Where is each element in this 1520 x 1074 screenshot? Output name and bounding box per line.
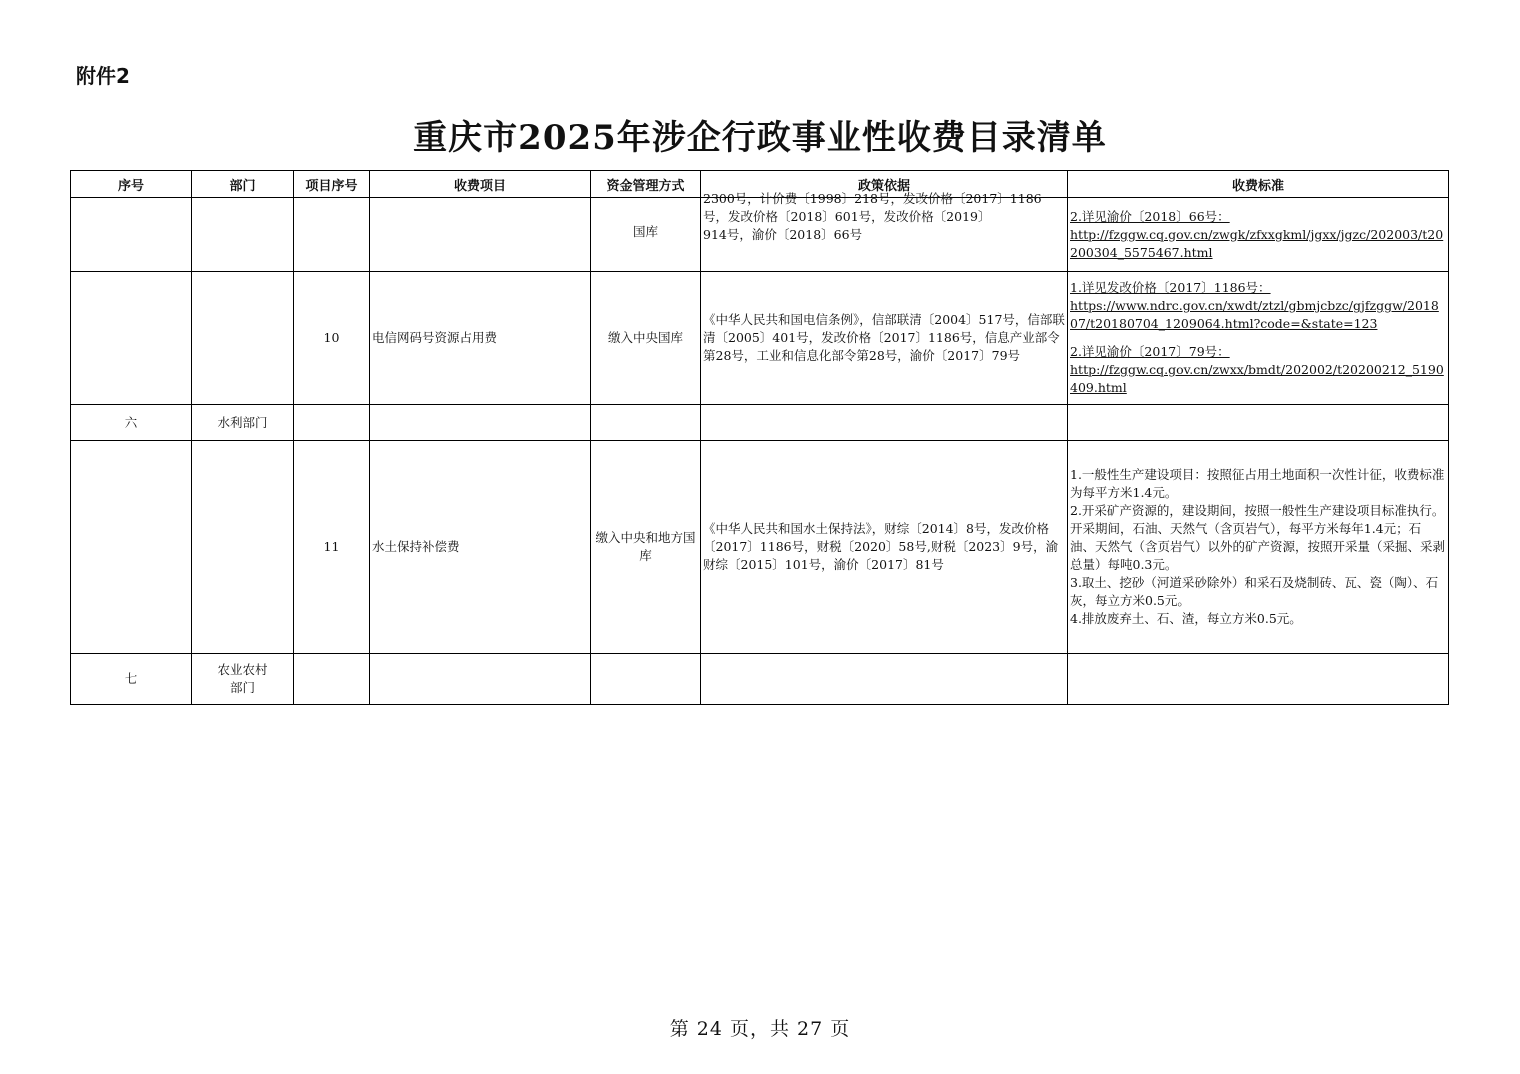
cell-item-no: 10 <box>294 272 370 405</box>
cell-standard <box>1068 405 1449 441</box>
basis-line: 2300号，计价费〔1998〕218号，发改价格〔2017〕1186 <box>703 190 1042 206</box>
cell-fund <box>591 198 701 272</box>
cell-dept <box>192 272 294 405</box>
col-header-fund: 资金管理方式 <box>591 171 701 198</box>
cell-seq: 六 <box>71 405 192 441</box>
cell-basis: 《中华人民共和国电信条例》，信部联清〔2004〕517号，信部联清〔2005〕401号，发改价格〔2017〕1186号，信息产业部令第28号，工业和信息化部令第28号，渝价〔2017〕79号 <box>701 272 1068 405</box>
col-header-item: 收费项目 <box>370 171 591 198</box>
attachment-label: 附件2 <box>76 64 130 88</box>
cell-standard <box>1068 198 1449 272</box>
col-header-item-no: 项目序号 <box>294 171 370 198</box>
col-header-standard: 收费标准 <box>1068 171 1449 198</box>
cell-fund <box>591 654 701 705</box>
cell-basis <box>701 405 1068 441</box>
cell-fund <box>591 405 701 441</box>
cell-standard <box>1068 654 1449 705</box>
cell-seq: 七 <box>71 654 192 705</box>
table-row <box>71 654 1449 705</box>
table-row <box>71 441 1449 654</box>
cell-standard <box>1068 272 1449 405</box>
page-footer: 第 24 页，共 27 页 <box>669 1018 851 1040</box>
fee-catalog-table <box>70 170 1449 705</box>
cell-item <box>370 654 591 705</box>
basis-line: 号，发改价格〔2018〕601号，发改价格〔2019〕 <box>703 208 991 224</box>
cell-fund: 缴入中央和地方国库 <box>591 441 701 654</box>
standard-text: 2.详见渝价〔2018〕66号： <box>1070 208 1230 224</box>
cell-basis <box>701 654 1068 705</box>
cell-item: 电信网码号资源占用费 <box>370 272 591 405</box>
cell-dept <box>192 654 294 705</box>
table-row <box>71 272 1449 405</box>
cell-standard <box>1068 441 1449 654</box>
cell-item-no <box>294 198 370 272</box>
standard-text: 2.详见渝价〔2017〕79号： <box>1070 344 1230 359</box>
cell-item-no <box>294 405 370 441</box>
table-row <box>71 198 1449 272</box>
cell-item-no <box>294 654 370 705</box>
col-header-seq: 序号 <box>71 171 192 198</box>
dept-text: 农业农村部门 <box>217 662 268 695</box>
cell-basis: 《中华人民共和国水土保持法》，财综〔2014〕8号，发改价格〔2017〕1186号，财税〔2020〕58号,财税〔2023〕9号，渝财综〔2015〕101号，渝价〔2017〕81号 <box>701 441 1068 654</box>
table-row <box>71 405 1449 441</box>
standard-link[interactable]: http://fzggw.cq.gov.cn/zwgk/zfxxgkml/jgxx/jgzc/202003/t20200304_5575467.html <box>1070 226 1444 260</box>
cell-dept: 水利部门 <box>192 405 294 441</box>
cell-item <box>370 198 591 272</box>
standard-line: 3.取土、挖砂（河道采砂除外）和采石及烧制砖、瓦、瓷（陶）、石灰，每立方米0.5元。 <box>1070 575 1439 608</box>
standard-line: 1.一般性生产建设项目：按照征占用土地面积一次性计征，收费标准为每平方米1.4元。 <box>1070 467 1445 500</box>
basis-line: 914号，渝价〔2018〕66号 <box>703 226 863 242</box>
fund-text: 国库 <box>632 223 658 239</box>
standard-link[interactable]: https://www.ndrc.gov.cn/xwdt/ztzl/gbmjcbzc/gjfzggw/201807/t20180704_1209064.html?code=&state=123 <box>1070 298 1439 331</box>
cell-basis <box>701 190 1068 272</box>
cell-fund: 缴入中央国库 <box>591 272 701 405</box>
basis-clip <box>703 190 1065 271</box>
cell-item: 水土保持补偿费 <box>370 441 591 654</box>
cell-seq <box>71 441 192 654</box>
standard-link[interactable]: http://fzggw.cq.gov.cn/zwxx/bmdt/202002/t20200212_5190409.html <box>1070 362 1444 395</box>
cell-item-no: 11 <box>294 441 370 654</box>
standard-text: 1.详见发改价格〔2017〕1186号： <box>1070 280 1271 295</box>
cell-dept <box>192 441 294 654</box>
cell-item <box>370 405 591 441</box>
page-title: 重庆市2025年涉企行政事业性收费目录清单 <box>413 118 1107 158</box>
cell-seq <box>71 272 192 405</box>
standard-line: 2.开采矿产资源的，建设期间，按照一般性生产建设项目标准执行。开采期间，石油、天然气（含页岩气），每平方米每年1.4元；石油、天然气（含页岩气）以外的矿产资源，按照开采量（采掘、采剥总量）每吨0.3元。 <box>1070 503 1446 572</box>
cell-dept <box>192 198 294 272</box>
col-header-basis: 政策依据 <box>701 171 1068 198</box>
col-header-dept: 部门 <box>192 171 294 198</box>
cell-seq <box>71 198 192 272</box>
standard-line: 4.排放废弃土、石、渣，每立方米0.5元。 <box>1070 611 1302 626</box>
